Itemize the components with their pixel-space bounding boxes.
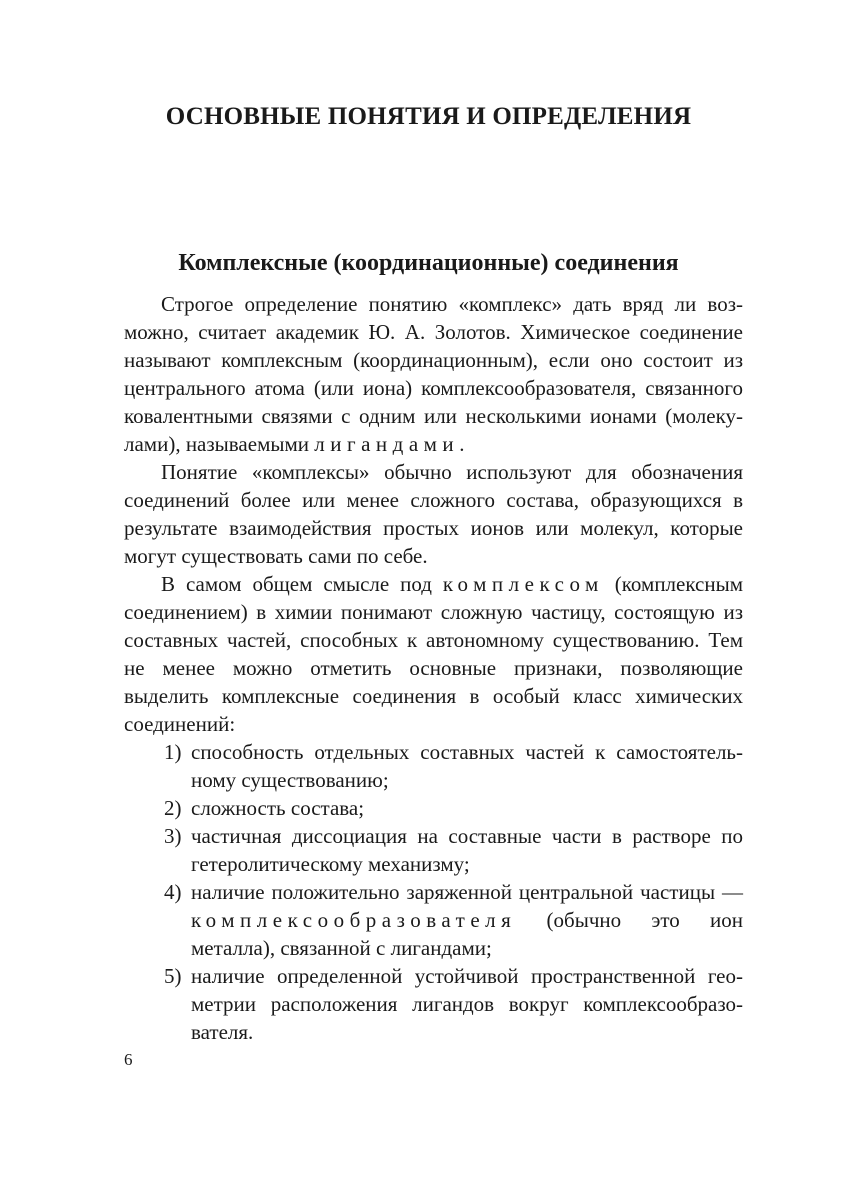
- paragraph-1-text: Строгое определение понятию «комплекс» дать вряд ли возможно, считает академик Ю. А. Золотов. Химическое соединение называют комплексным (координационным), если оно состоит из центрального атома (или иона) комплексообразователя, связанного ковалентными связями с одним или несколькими ионами (молекулами), называемыми: [124, 292, 743, 456]
- paragraph-2: Понятие «комплексы» обычно используют для обозначения соединений более или менее сложного состава, образующихся в результате взаимодействия простых ионов или молекул, которые могут существовать сами по себе.: [124, 460, 743, 568]
- list-item-text: сложность состава;: [191, 796, 365, 820]
- chapter-title: ОСНОВНЫЕ ПОНЯТИЯ И ОПРЕДЕЛЕНИЯ: [165, 103, 692, 130]
- list-item: [124, 962, 743, 1046]
- list-item-number: 2): [164, 796, 182, 820]
- list-item-text-end: (обычно это ион металла), связанной с лигандами;: [191, 908, 744, 960]
- features-list: [124, 738, 743, 1046]
- paragraph-3-rest: (комплексным соединением) в химии понимают сложную частицу, состоящую из составных частей, способных к автономному существованию. Тем не менее можно отметить основные признаки, позволяющие выделить комплексные соединения в особый класс химических соединений:: [124, 572, 743, 736]
- paragraph-3-text: В самом общем смысле под: [161, 572, 432, 596]
- paragraph-1-end: .: [459, 432, 465, 456]
- list-item-text: частичная диссоциация на составные части в растворе по гетеролитическому механизму;: [191, 824, 743, 876]
- list-item-text: наличие определенной устойчивой пространственной геометрии расположения лигандов вокруг комплексообразователя.: [191, 964, 743, 1044]
- list-item: [124, 738, 743, 794]
- body-text: [124, 290, 743, 1046]
- list-item-number: 5): [164, 964, 182, 988]
- list-item: [124, 794, 743, 822]
- list-item-text: способность отдельных составных частей к самостоятельному существованию;: [191, 740, 743, 792]
- paragraph-3: [124, 570, 743, 738]
- list-item: [124, 878, 743, 962]
- term-complexing-agent: комплексообразователя: [191, 908, 517, 932]
- page-number: 6: [124, 1050, 133, 1069]
- term-complex: комплексом: [442, 572, 604, 596]
- term-ligands: лигандами: [314, 432, 460, 456]
- list-item-text: наличие положительно заряженной центральной частицы —: [191, 880, 743, 904]
- list-item-number: 4): [164, 880, 182, 904]
- section-title: Комплексные (координационные) соединения: [178, 250, 679, 276]
- list-item-number: 1): [164, 740, 182, 764]
- paragraph-1: [124, 290, 743, 458]
- list-item-number: 3): [164, 824, 182, 848]
- list-item: [124, 822, 743, 878]
